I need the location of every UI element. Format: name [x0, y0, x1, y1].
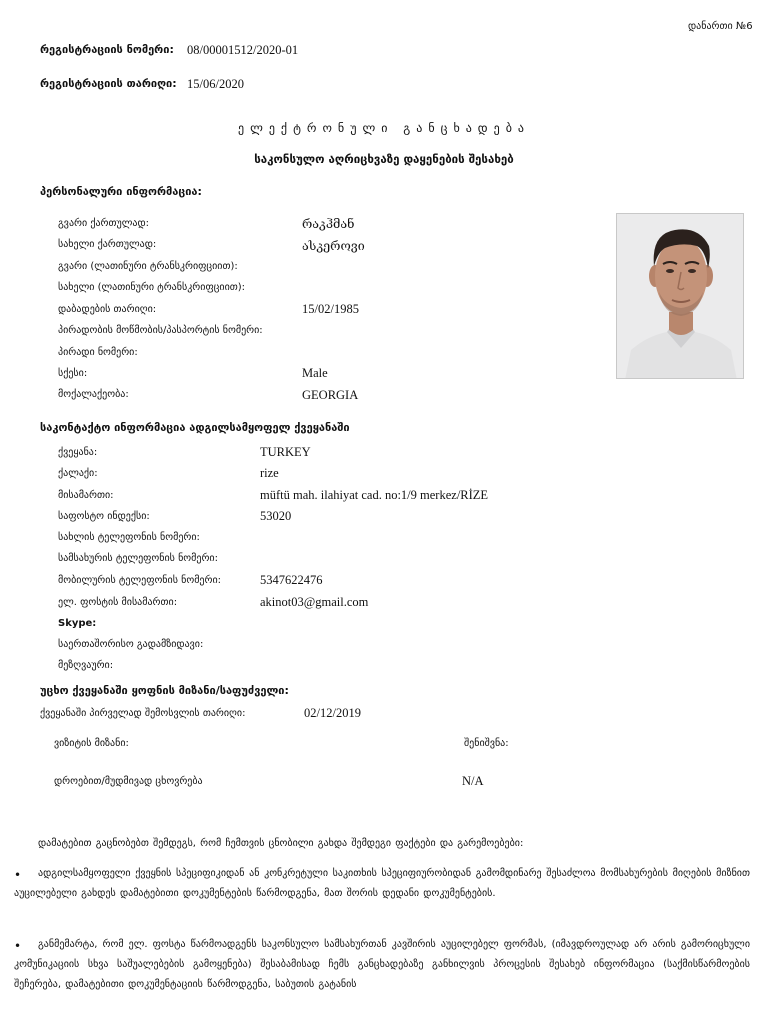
contact-row-value: TURKEY — [260, 445, 311, 459]
personal-row-value: GEORGIA — [302, 388, 359, 402]
contact-row-value: rize — [260, 466, 279, 480]
entry-date-value: 02/12/2019 — [304, 706, 361, 720]
personal-row-label: სახელი (ლათინური ტრანსკრიფციით): — [58, 282, 246, 293]
contact-row-value: müftü mah. ilahiyat cad. no:1/9 merkez/RİZE — [260, 488, 489, 502]
registration-date-value: 15/06/2020 — [187, 77, 244, 91]
stay-purpose-heading: უცხო ქვეყანაში ყოფნის მიზანი/საფუძველი: — [40, 684, 289, 697]
contact-row-label: ქვეყანა: — [58, 447, 98, 458]
personal-row-value: რაკჰმან — [302, 217, 355, 231]
contact-row-value: 5347622476 — [260, 573, 323, 587]
personal-row-label: დაბადების თარიღი: — [58, 304, 157, 315]
applicant-photo — [616, 213, 744, 379]
note-label: შენიშვნა: — [464, 738, 509, 749]
document-title: ელექტრონული განცხადება — [237, 121, 531, 135]
bullet-marker: • — [14, 939, 22, 953]
contact-row-value: 53020 — [260, 509, 292, 523]
contact-info-heading: საკონტაქტო ინფორმაცია ადგილსამყოფელ ქვეყანაში — [40, 421, 350, 434]
declaration-intro: დამატებით გაცნობებთ შემდეგს, რომ ჩემთვის ცნობილი გახდა შემდეგი ფაქტები და გარემოებები: — [38, 838, 524, 849]
declaration-bullet-1: ადგილსამყოფელი ქვეყნის სპეციფიკიდან ან კონკრეტული საკითხის სპეციფიურობიდან გამომდინარე შესაძლოა მომსახურების მიღების მიზნით აუცილებელი გახდეს დამატებითი დოკუმენტების წარმოდგენა, მათ შორის დედანი დოკუმენტების. — [14, 868, 750, 899]
document-subtitle: საკონსულო აღრიცხვაზე დაყენების შესახებ — [254, 152, 514, 166]
contact-row-label: მეზღვაური: — [58, 660, 114, 671]
personal-row-label: სახელი ქართულად: — [58, 239, 157, 250]
personal-row-label: გვარი ქართულად: — [58, 218, 149, 229]
entry-date-label: ქვეყანაში პირველად შემოსვლის თარიღი: — [40, 708, 246, 719]
registration-number-label: რეგისტრაციის ნომერი: — [40, 43, 174, 56]
contact-row-label: საერთაშორისო გადამზიდავი: — [58, 639, 204, 650]
personal-row-label: პირადობის მოწმობის/პასპორტის ნომერი: — [58, 325, 263, 336]
personal-row-label: მოქალაქეობა: — [58, 389, 129, 400]
contact-row-label: საფოსტო ინდექსი: — [58, 511, 150, 522]
personal-row-label: სქესი: — [58, 368, 88, 379]
personal-row-value: 15/02/1985 — [302, 302, 359, 316]
personal-row-value: Male — [302, 366, 328, 380]
bullet-marker: • — [14, 868, 22, 882]
registration-number-value: 08/00001512/2020-01 — [187, 43, 299, 57]
personal-row-label: გვარი (ლათინური ტრანსკრიფციით): — [58, 261, 238, 272]
note-value: N/A — [462, 774, 484, 788]
contact-row-label: სამსახურის ტელეფონის ნომერი: — [58, 553, 218, 564]
contact-row-value: akinot03@gmail.com — [260, 595, 369, 609]
personal-info-heading: პერსონალური ინფორმაცია: — [40, 185, 202, 198]
contact-row-label: მისამართი: — [58, 490, 114, 501]
residence-type-label: დროებით/მუდმივად ცხოვრება — [54, 776, 203, 787]
registration-date-label: რეგისტრაციის თარიღი: — [40, 77, 177, 90]
contact-row-label: ელ. ფოსტის მისამართი: — [58, 597, 178, 608]
visit-purpose-label: ვიზიტის მიზანი: — [54, 738, 129, 749]
contact-row-label: სახლის ტელეფონის ნომერი: — [58, 532, 200, 543]
contact-row-label: მობილურის ტელეფონის ნომერი: — [58, 575, 221, 586]
declaration-bullet-2: განმემარტა, რომ ელ. ფოსტა წარმოადგენს საკონსულო სამსახურთან კავშირის აუცილებელ ფორმას, (იმავდროულად არ არის გამორიცხული კომუნიკაციის სხვა საშუალებების გამოყენება) შესაბამისად ჩემს განცხადებაზე განხილვის პროცესის შესახებ ინფორმაცია (საქმისწარმოების შეჩერება, დამატებითი დოკუმენტაციის წარმოდგენა, საბუთის გატანის — [14, 939, 750, 990]
personal-row-label: პირადი ნომერი: — [58, 347, 138, 358]
annex-number: დანართი №6 — [688, 21, 753, 32]
contact-row-label: Skype: — [58, 618, 97, 629]
personal-row-value: ასკეროვი — [302, 239, 365, 253]
contact-row-label: ქალაქი: — [58, 468, 98, 479]
